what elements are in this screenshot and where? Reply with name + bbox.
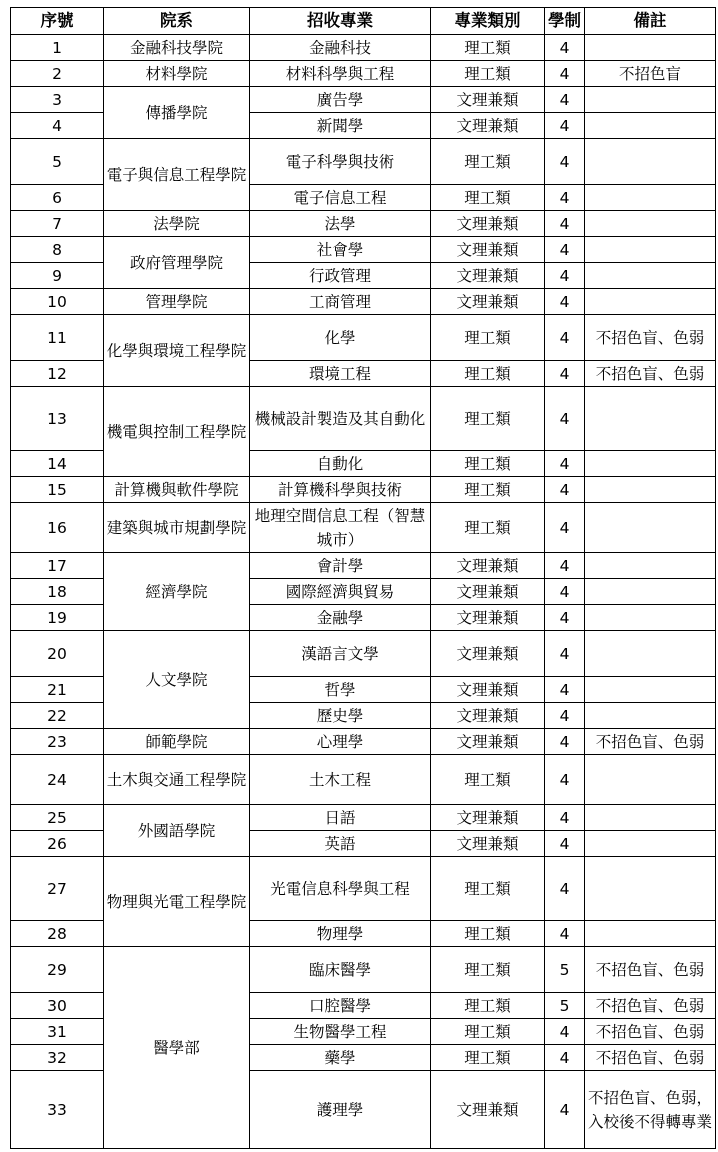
table-row [11,237,716,263]
cell-no: 27 [11,857,104,921]
cell-note [585,553,716,579]
table-row [11,857,716,921]
cell-no: 19 [11,605,104,631]
table-row [11,755,716,805]
cell-no: 26 [11,831,104,857]
cell-years: 4 [545,237,585,263]
table-row [11,503,716,553]
cell-major: 電子科學與技術 [250,139,431,185]
cell-no: 32 [11,1045,104,1071]
cell-major: 金融學 [250,605,431,631]
cell-category: 理工類 [431,755,545,805]
cell-no: 25 [11,805,104,831]
cell-category: 文理兼類 [431,677,545,703]
cell-major: 自動化 [250,451,431,477]
cell-major: 漢語言文學 [250,631,431,677]
cell-major: 行政管理 [250,263,431,289]
cell-college: 法學院 [104,211,250,237]
cell-major: 社會學 [250,237,431,263]
cell-no: 24 [11,755,104,805]
cell-college: 建築與城市規劃學院 [104,503,250,553]
cell-college: 政府管理學院 [104,237,250,289]
cell-note [585,289,716,315]
cell-no: 10 [11,289,104,315]
cell-major: 哲學 [250,677,431,703]
cell-no: 8 [11,237,104,263]
cell-no: 9 [11,263,104,289]
cell-major: 臨床醫學 [250,947,431,993]
cell-major: 光電信息科學與工程 [250,857,431,921]
cell-note [585,451,716,477]
cell-years: 4 [545,211,585,237]
cell-major: 法學 [250,211,431,237]
cell-major: 材料科學與工程 [250,61,431,87]
table-row [11,35,716,61]
cell-major: 廣告學 [250,87,431,113]
cell-college: 土木與交通工程學院 [104,755,250,805]
cell-major: 歷史學 [250,703,431,729]
cell-years: 4 [545,755,585,805]
cell-category: 理工類 [431,361,545,387]
cell-category: 理工類 [431,139,545,185]
cell-note: 不招色盲、色弱 [585,1045,716,1071]
table-row [11,211,716,237]
cell-years: 4 [545,729,585,755]
table-row [11,553,716,579]
cell-category: 文理兼類 [431,87,545,113]
cell-note: 不招色盲、色弱 [585,361,716,387]
cell-category: 理工類 [431,451,545,477]
cell-years: 4 [545,503,585,553]
cell-years: 4 [545,387,585,451]
cell-note [585,755,716,805]
table-row [11,289,716,315]
cell-years: 4 [545,631,585,677]
cell-no: 12 [11,361,104,387]
cell-note [585,579,716,605]
cell-category: 理工類 [431,993,545,1019]
cell-major: 心理學 [250,729,431,755]
header-category: 專業類別 [431,8,545,35]
cell-category: 理工類 [431,857,545,921]
cell-college: 物理與光電工程學院 [104,857,250,947]
table-row [11,805,716,831]
cell-no: 30 [11,993,104,1019]
cell-years: 4 [545,289,585,315]
cell-category: 理工類 [431,185,545,211]
cell-college: 師範學院 [104,729,250,755]
cell-note [585,631,716,677]
cell-category: 文理兼類 [431,805,545,831]
cell-no: 7 [11,211,104,237]
cell-note: 不招色盲、色弱 [585,315,716,361]
cell-note [585,263,716,289]
cell-no: 31 [11,1019,104,1045]
cell-category: 理工類 [431,1019,545,1045]
table-row [11,315,716,361]
cell-major: 電子信息工程 [250,185,431,211]
cell-years: 4 [545,857,585,921]
admissions-table [10,7,716,1149]
cell-note [585,211,716,237]
cell-note: 不招色盲 [585,61,716,87]
cell-years: 4 [545,805,585,831]
cell-category: 文理兼類 [431,1071,545,1149]
cell-no: 16 [11,503,104,553]
table-row [11,477,716,503]
cell-no: 20 [11,631,104,677]
header-years: 學制 [545,8,585,35]
cell-category: 理工類 [431,387,545,451]
cell-college: 材料學院 [104,61,250,87]
cell-college: 外國語學院 [104,805,250,857]
cell-no: 28 [11,921,104,947]
cell-note: 不招色盲、色弱 [585,729,716,755]
cell-years: 4 [545,579,585,605]
cell-college: 化學與環境工程學院 [104,315,250,387]
admissions-table-wrapper [10,7,716,1149]
cell-category: 文理兼類 [431,605,545,631]
cell-category: 文理兼類 [431,631,545,677]
cell-no: 13 [11,387,104,451]
header-no: 序號 [11,8,104,35]
cell-category: 理工類 [431,1045,545,1071]
cell-major: 口腔醫學 [250,993,431,1019]
cell-years: 4 [545,677,585,703]
cell-major: 會計學 [250,553,431,579]
cell-category: 文理兼類 [431,579,545,605]
cell-years: 4 [545,921,585,947]
cell-note [585,677,716,703]
cell-no: 4 [11,113,104,139]
cell-note [585,857,716,921]
cell-no: 1 [11,35,104,61]
cell-years: 5 [545,947,585,993]
cell-major: 計算機科學與技術 [250,477,431,503]
cell-note: 不招色盲、色弱 [585,993,716,1019]
table-row [11,61,716,87]
cell-no: 3 [11,87,104,113]
cell-no: 33 [11,1071,104,1149]
cell-note [585,185,716,211]
cell-years: 4 [545,1071,585,1149]
cell-note [585,87,716,113]
cell-category: 文理兼類 [431,113,545,139]
cell-note [585,703,716,729]
cell-major: 國際經濟與貿易 [250,579,431,605]
cell-note: 不招色盲、色弱 [585,947,716,993]
cell-major: 工商管理 [250,289,431,315]
table-row [11,947,716,993]
cell-category: 文理兼類 [431,553,545,579]
cell-note [585,477,716,503]
cell-years: 4 [545,61,585,87]
cell-major: 生物醫學工程 [250,1019,431,1045]
cell-college: 經濟學院 [104,553,250,631]
cell-years: 4 [545,451,585,477]
cell-years: 4 [545,605,585,631]
cell-category: 理工類 [431,315,545,361]
cell-category: 文理兼類 [431,237,545,263]
cell-no: 2 [11,61,104,87]
header-college: 院系 [104,8,250,35]
cell-no: 5 [11,139,104,185]
cell-major: 地理空間信息工程（智慧城市） [250,503,431,553]
cell-major: 新聞學 [250,113,431,139]
cell-college: 醫學部 [104,947,250,1149]
cell-years: 4 [545,113,585,139]
table-row [11,729,716,755]
cell-years: 4 [545,185,585,211]
cell-note [585,805,716,831]
cell-college: 人文學院 [104,631,250,729]
cell-note [585,139,716,185]
cell-years: 4 [545,315,585,361]
cell-college: 電子與信息工程學院 [104,139,250,211]
cell-college: 金融科技學院 [104,35,250,61]
cell-major: 土木工程 [250,755,431,805]
table-row [11,139,716,185]
cell-note: 不招色盲、色弱 [585,1019,716,1045]
cell-years: 4 [545,553,585,579]
table-row [11,631,716,677]
cell-note: 不招色盲、色弱，入校後不得轉專業 [585,1071,716,1149]
cell-major: 化學 [250,315,431,361]
cell-note [585,605,716,631]
header-row [11,8,716,35]
cell-no: 6 [11,185,104,211]
cell-years: 4 [545,477,585,503]
cell-major: 環境工程 [250,361,431,387]
cell-category: 理工類 [431,921,545,947]
cell-college: 計算機與軟件學院 [104,477,250,503]
cell-note [585,921,716,947]
cell-note [585,35,716,61]
cell-no: 29 [11,947,104,993]
cell-category: 理工類 [431,61,545,87]
cell-category: 理工類 [431,503,545,553]
cell-category: 理工類 [431,477,545,503]
cell-major: 藥學 [250,1045,431,1071]
cell-note [585,237,716,263]
cell-major: 物理學 [250,921,431,947]
cell-major: 英語 [250,831,431,857]
cell-years: 4 [545,703,585,729]
cell-category: 理工類 [431,947,545,993]
cell-no: 17 [11,553,104,579]
cell-note [585,831,716,857]
cell-major: 日語 [250,805,431,831]
cell-note [585,503,716,553]
cell-years: 4 [545,35,585,61]
cell-category: 文理兼類 [431,263,545,289]
cell-college: 機電與控制工程學院 [104,387,250,477]
cell-years: 5 [545,993,585,1019]
cell-college: 傳播學院 [104,87,250,139]
cell-no: 22 [11,703,104,729]
cell-college: 管理學院 [104,289,250,315]
header-note: 備註 [585,8,716,35]
cell-category: 文理兼類 [431,729,545,755]
cell-no: 23 [11,729,104,755]
cell-no: 18 [11,579,104,605]
table-row [11,387,716,451]
cell-category: 文理兼類 [431,289,545,315]
cell-years: 4 [545,139,585,185]
cell-years: 4 [545,1045,585,1071]
cell-years: 4 [545,1019,585,1045]
cell-note [585,387,716,451]
cell-years: 4 [545,263,585,289]
cell-major: 護理學 [250,1071,431,1149]
table-row [11,87,716,113]
cell-major: 金融科技 [250,35,431,61]
cell-major: 機械設計製造及其自動化 [250,387,431,451]
cell-category: 文理兼類 [431,831,545,857]
cell-category: 理工類 [431,35,545,61]
cell-no: 15 [11,477,104,503]
cell-category: 文理兼類 [431,703,545,729]
table-body [11,35,716,1149]
header-major: 招收專業 [250,8,431,35]
cell-note [585,113,716,139]
cell-category: 文理兼類 [431,211,545,237]
cell-years: 4 [545,361,585,387]
cell-no: 11 [11,315,104,361]
cell-years: 4 [545,87,585,113]
cell-no: 21 [11,677,104,703]
cell-years: 4 [545,831,585,857]
cell-no: 14 [11,451,104,477]
